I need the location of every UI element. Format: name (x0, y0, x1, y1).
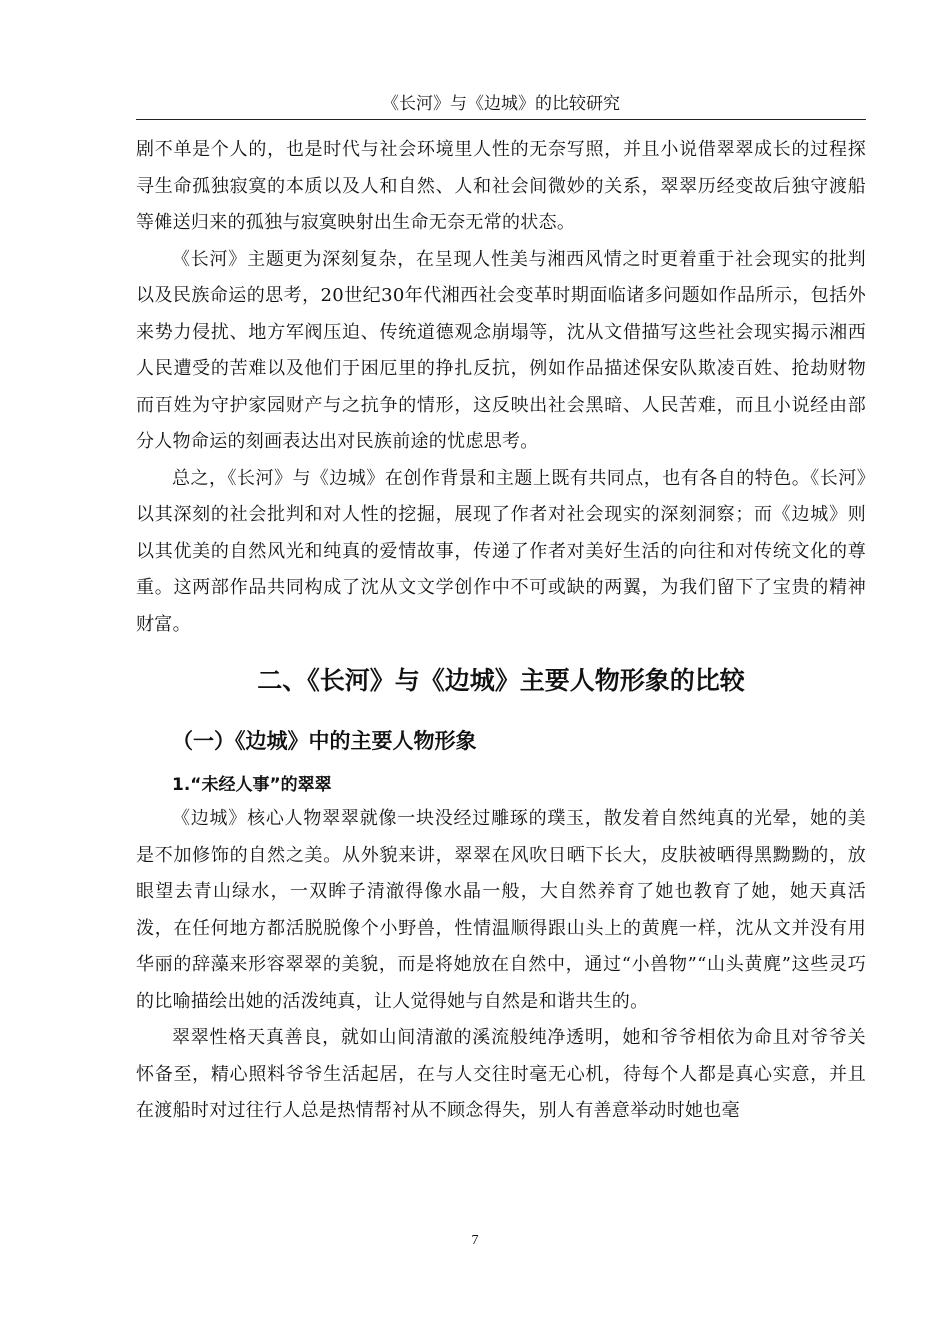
page-body (136, 132, 866, 1130)
item-heading: 1.“未经人事”的翠翠 (172, 775, 332, 795)
paragraph-summary: 总之，《长河》与《边城》在创作背景和主题上既有共同点，也有各自的特色。《长河》以其深刻的社会批判和对人性的挖掘，展现了作者对社会现实的深刻洞察；而《边城》则以其优美的自然风光和纯真的爱情故事，传递了作者对美好生活的向往和对传统文化的尊重。这两部作品共同构成了沈从文文学创作中不可或缺的两翼，为我们留下了宝贵的精神财富。 (136, 467, 866, 635)
subsection-heading: （一）《边城》中的主要人物形象 (172, 729, 477, 753)
paragraph-changhe-theme: 《长河》主题更为深刻复杂，在呈现人性美与湘西风情之时更着重于社会现实的批判以及民族命运的思考，20世纪30年代湘西社会变革时期面临诸多问题如作品所示，包括外来势力侵扰、地方军阀压迫、传统道德观念崩塌等，沈从文借描写这些社会现实揭示湘西人民遭受的苦难以及他们于困厄里的挣扎反抗，例如作品描述保安队欺凌百姓、抢劫财物而百姓为守护家园财产与之抗争的情形，这反映出社会黑暗、人民苦难，而且小说经由部分人物命运的刻画表达出对民族前途的忧虑思考。 (136, 248, 866, 452)
running-header: 《长河》与《边城》的比较研究 (382, 94, 620, 114)
paragraph-continuation: 剧不单是个人的，也是时代与社会环境里人性的无奈写照，并且小说借翠翠成长的过程探寻生命孤独寂寞的本质以及人和自然、人和社会间微妙的关系，翠翠历经变故后独守渡船等傩送归来的孤独与寂寞映射出生命无奈无常的状态。 (136, 139, 866, 233)
page-number: 7 (471, 1233, 479, 1248)
header-rule (136, 119, 866, 120)
paragraph-cuicui-appearance: 《边城》核心人物翠翠就像一块没经过雕琢的璞玉，散发着自然纯真的光晕，她的美是不加修饰的自然之美。从外貌来讲，翠翠在风吹日晒下长大，皮肤被晒得黑黝黝的，放眼望去青山绿水，一双眸子清澈得像水晶一般，大自然养育了她也教育了她，她天真活泼，在任何地方都活脱脱像个小野兽，性情温顺得跟山头上的黄麂一样，沈从文并没有用华丽的辞藻来形容翠翠的美貌，而是将她放在自然中，通过“小兽物”“山头黄麂”这些灵巧的比喻描绘出她的活泼纯真，让人觉得她与自然是和谐共生的。 (136, 808, 866, 1012)
section-heading: 二、《长河》与《边城》主要人物形象的比较 (257, 666, 745, 695)
paragraph-cuicui-character: 翠翠性格天真善良，就如山间清澈的溪流般纯净透明，她和爷爷相依为命且对爷爷关怀备至，精心照料爷爷生活起居，在与人交往时毫无心机，待每个人都是真心实意，并且在渡船时对过往行人总是热情帮衬从不顾念得失，别人有善意举动时她也毫 (136, 1027, 866, 1121)
